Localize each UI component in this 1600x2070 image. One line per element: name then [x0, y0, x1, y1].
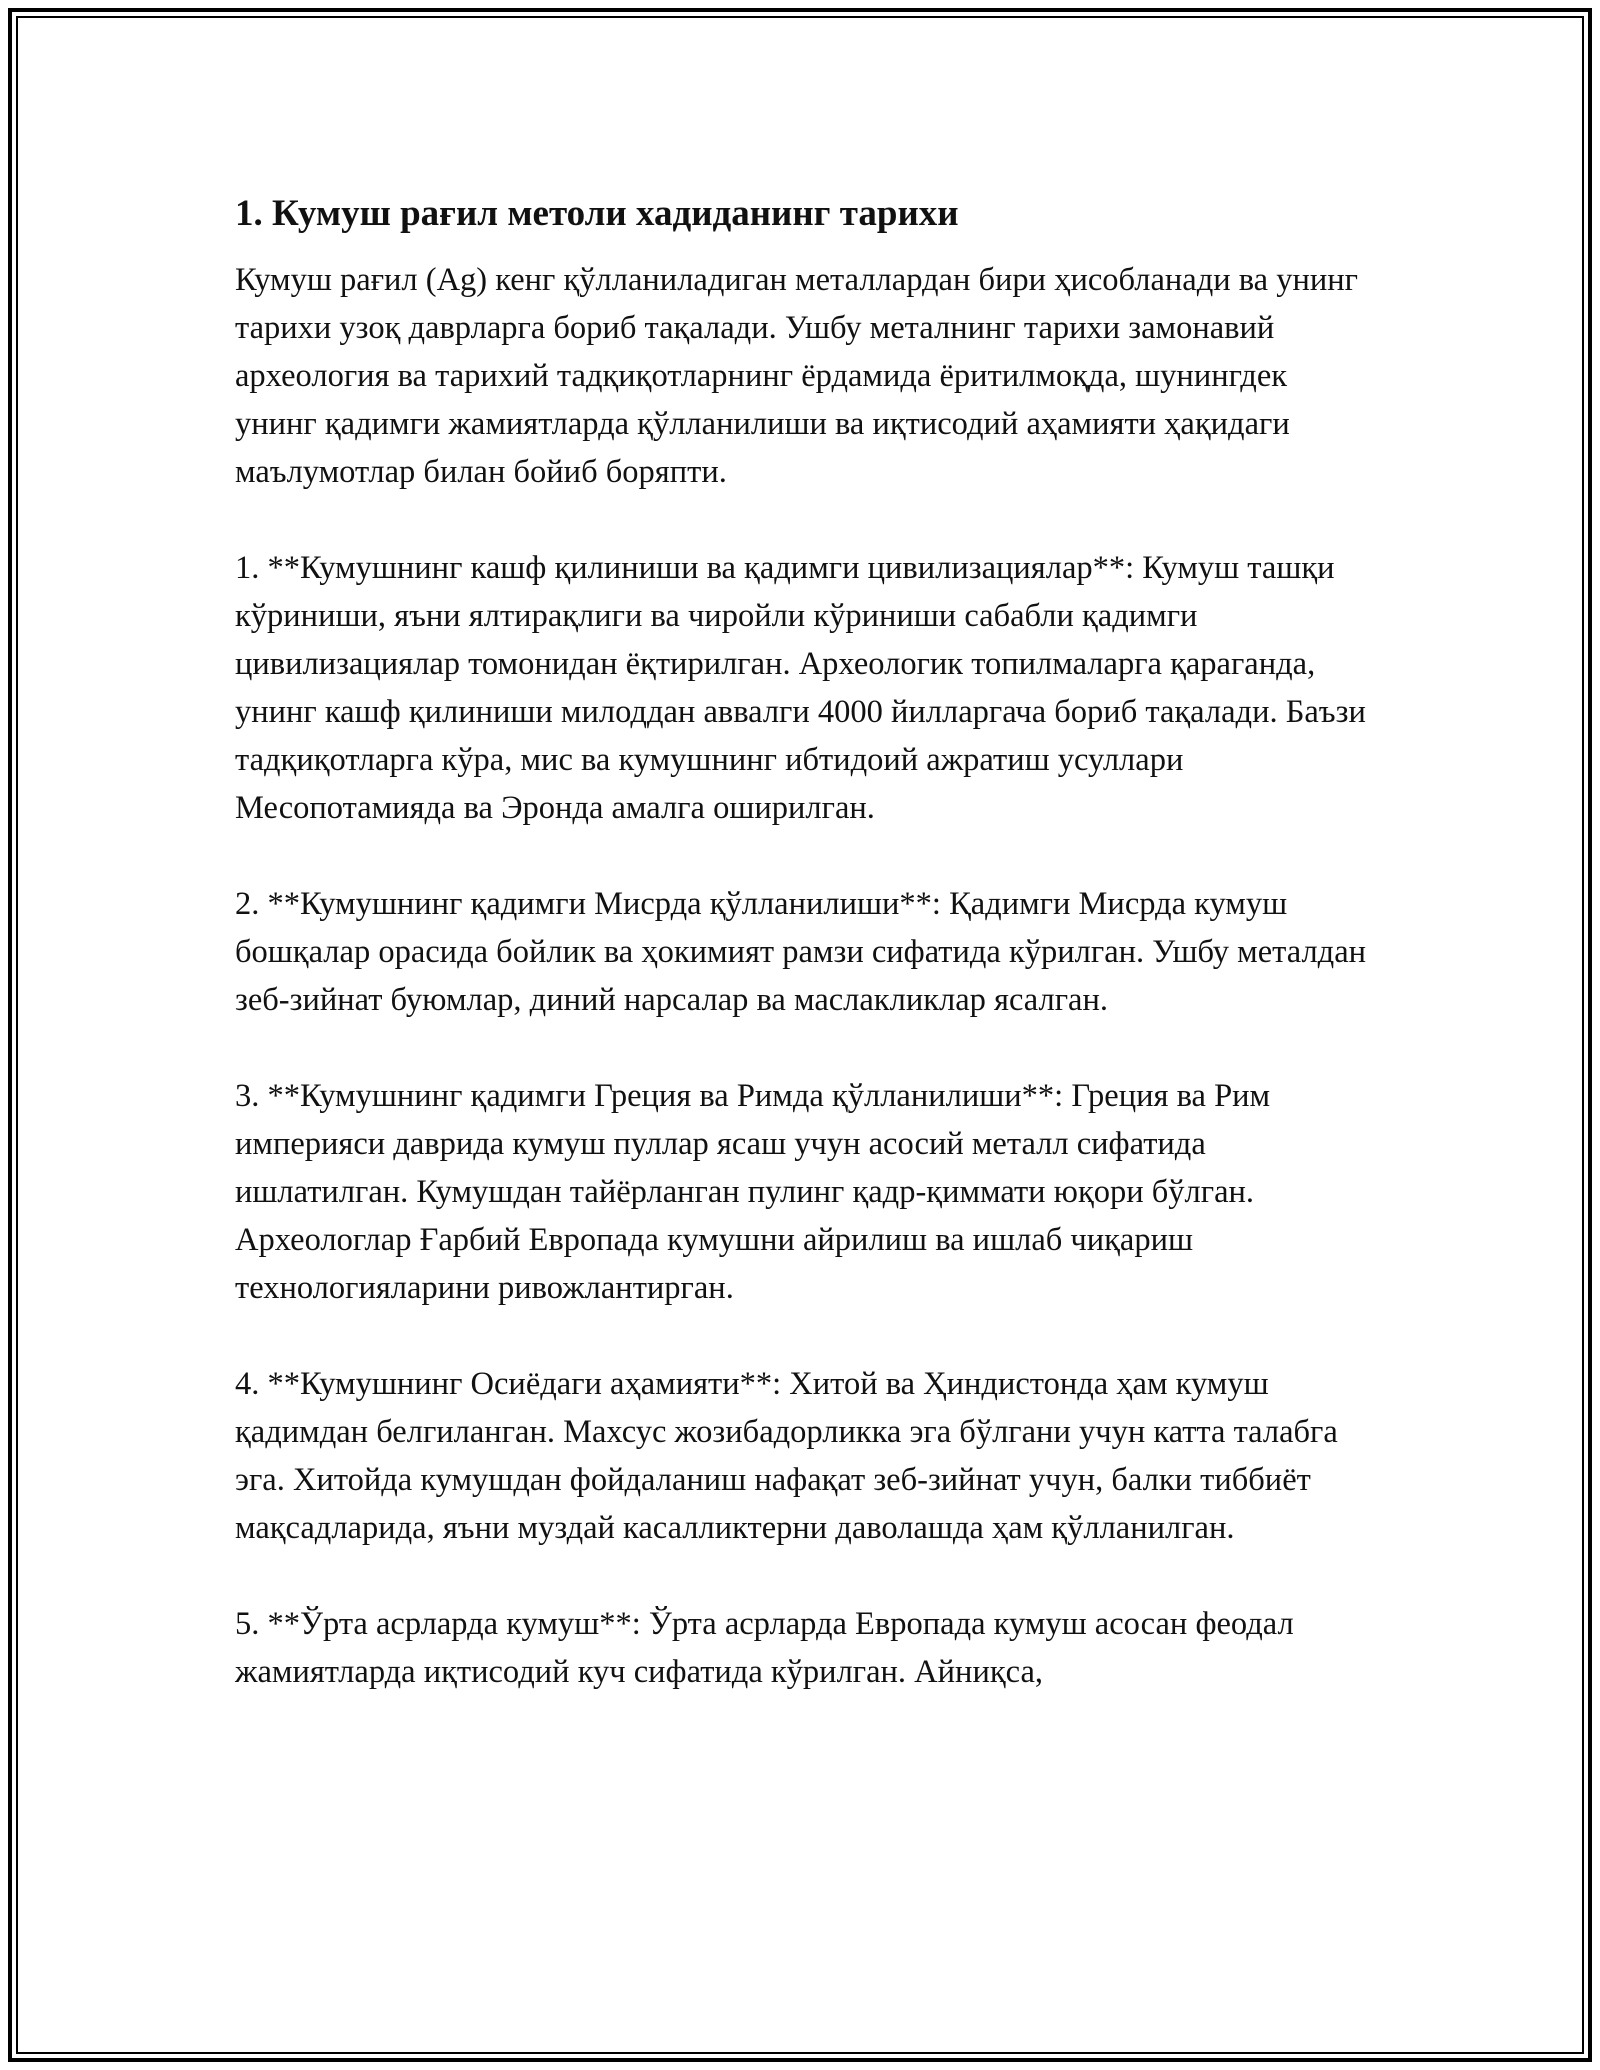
- paragraph-item-5: 5. **Ўрта асрларда кумуш**: Ўрта асрларда Европада кумуш асосан феодал жамиятларда иқтисодий куч сифатида кўрилган. Айниқса,: [235, 1606, 1294, 1690]
- document-title: 1. Кумуш рағил метоли хадиданинг тарихи: [235, 193, 959, 234]
- paragraph-intro: Кумуш рағил (Ag) кенг қўлланиладиган металлардан бири ҳисобланади ва унинг тарихи узоқ даврларга бориб тақалади. Ушбу металнинг тарихи замонавий археология ва тарихий тадқиқотларнинг ёрдамида ёритилмоқда, шунингдек унинг қадимги жамиятларда қўлланилиши ва иқтисодий аҳамияти ҳақидаги маълумотлар билан бойиб боряпти.: [235, 262, 1358, 490]
- paragraph-item-3: 3. **Кумушнинг қадимги Греция ва Римда қўлланилиши**: Греция ва Рим империяси даврида кумуш пуллар ясаш учун асосий металл сифатида ишлатилган. Кумушдан тайёрланган пулинг қадр-қиммати юқори бўлган. Археологлар Ғарбий Европада кумушни айрилиш ва ишлаб чиқариш технологияларини ривожлантирган.: [235, 1078, 1271, 1306]
- paragraph-item-1: 1. **Кумушнинг кашф қилиниши ва қадимги цивилизациялар**: Кумуш ташқи кўриниши, яъни ялтирақлиги ва чиройли кўриниши сабабли қадимги цивилизациялар томонидан ёқтирилган. Археологик топилмаларга қараганда, унинг кашф қилиниши милоддан аввалги 4000 йилларгача бориб тақалади. Баъзи тадқиқотларга кўра, мис ва кумушнинг ибтидоий ажратиш усуллари Месопотамияда ва Эронда амалга оширилган.: [235, 550, 1366, 826]
- document-body: [235, 186, 1375, 1744]
- paragraph-item-2: 2. **Кумушнинг қадимги Мисрда қўлланилиши**: Қадимги Мисрда кумуш бошқалар орасида бойлик ва ҳокимият рамзи сифатида кўрилган. Ушбу металдан зеб-зийнат буюмлар, диний нарсалар ва маслакликлар ясалган.: [235, 886, 1367, 1018]
- paragraph-item-4: 4. **Кумушнинг Осиёдаги аҳамияти**: Хитой ва Ҳиндистонда ҳам кумуш қадимдан белгиланган. Махсус жозибадорликка эга бўлгани учун катта талабга эга. Хитойда кумушдан фойдаланиш нафақат зеб-зийнат учун, балки тиббиёт мақсадларида, яъни муздай касалликтерни даволашда ҳам қўлланилган.: [235, 1366, 1338, 1546]
